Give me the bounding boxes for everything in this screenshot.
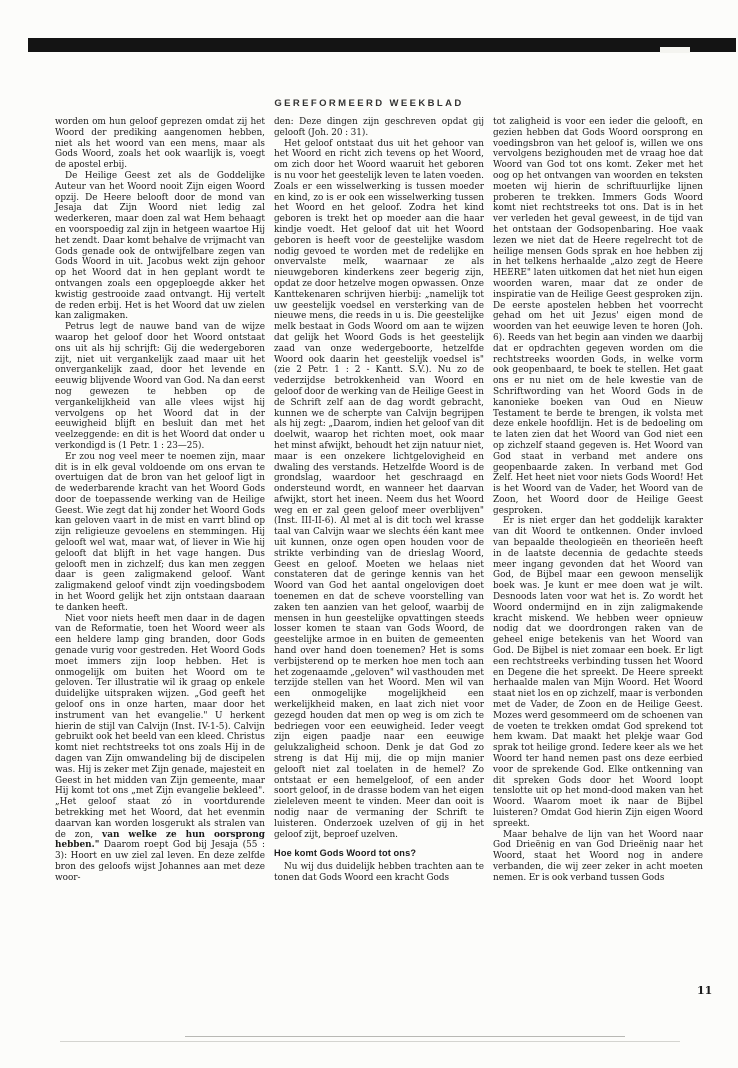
paragraph [55, 614, 265, 884]
column-1 [55, 117, 265, 884]
bottom-rule-faint [60, 1041, 680, 1042]
bottom-rule [185, 1036, 625, 1037]
paragraph: Het geloof ontstaat dus uit het gehoor van het Woord en richt zich tevens op het Woord, om zich door het Woord waaruit het geboren is nu voor het geestelijk leven te laten voeden. Zoals er een wisselwerking is tussen moeder en kind, zo is er ook een wisselwerking tussen het Woord en het geloof. Zodra het kind geboren is trekt het op moeder aan die haar kindje voedt. Het geloof dat uit het Woord geboren is heeft voor de geestelijke wasdom nodig gevoed te worden met de redelijke en onvervalste melk, waarnaar ze als nieuwgeboren kinderkens zeer begerig zijn, opdat ze door hetzelve mogen opwassen. Onze Kanttekenaren schrijven hierbij: „namelijk tot uw geestelijk voedsel en versterking van de nieuwe mens, die reeds in u is. Die geestelijke melk bestaat in Gods Woord om aan te wijzen dat gelijk het Woord Gods is het geestelijk zaad van onze wedergeboorte, hetzelfde Woord ook daarin het geestelijk voedsel is" (zie 2 Petr. 1 : 2 - Kantt. S.V.). Nu zo de vederzijdse betrokkenheid van Woord en geloof door de werking van de Heilige Geest in de Schrift zelf aan de dag wordt gebracht, kunnen we de scherpte van Calvijn begrijpen als hij zegt: „Daarom, indien het geloof van dit doelwit, waarop het richten moet, ook maar het minst afwijkt, behoudt het zijn natuur niet, maar is een onzekere lichtgelovigheid en dwaling des verstands. Hetzelfde Woord is de grondslag, waardoor het geschraagd en ondersteund wordt, en wanneer het daarvan afwijkt, stort het ineen. Neem dus het Woord weg en er zal geen geloof meer overblijven" (Inst. III-II-6). Al met al is dit toch wel krasse taal van Calvijn waar we slechts één kant mee uit kunnen, onze ogen open houden voor de strikte verbinding van de drieslag Woord, Geest en geloof. Moeten we helaas niet constateren dat de geringe kennis van het Woord van God het aantal ongelovigen doet toenemen en dat de scheve voorstelling van zaken ten aanzien van het geloof, waarbij de mensen in hun geestelijke opvattingen steeds losser komen te staan van Gods Woord, de geestelijke armoe in en buiten de gemeenten hand over hand doen toenemen? Het is soms verbijsterend op te merken hoe men toch aan het zogenaamde „geloven" wil vasthouden met terzijde stellen van het Woord. Men wil van een onmogelijke mogelijkheid een werkelijkheid maken, en laat zich niet voor gezegd houden dat men op weg is om zich te bedriegen voor een eeuwigheid. Ieder veegt zijn eigen paadje naar een eeuwige gelukzaligheid schoon. Denk je dat God zo streng is dat Hij mij, die op mijn manier gelooft niet zal toelaten in de hemel? Zo ontstaat er een hemelgeloof, of een ander soort geloof, in de drasse bodem van het eigen zieleleven meent te vinden. Meer dan ooit is nodig naar de vermaning der Schrift te luisteren. Onderzoek uzelven of gij in het geloof zijt, beproef uzelven. [274, 138, 484, 840]
page-number: 11 [697, 984, 713, 997]
paragraph-text: Daarom roept God bij Jesaja (55 : 3): Hoort en uw ziel zal leven. En deze zelfde bron des geloofs wijst Johannes aan met deze woor- [55, 840, 265, 883]
bold-quote: van welke ze hun oorsprong hebben." [55, 829, 265, 851]
paragraph: Nu wij dus duidelijk hebben trachten aan te tonen dat Gods Woord een kracht Gods [274, 862, 484, 883]
paragraph-text: Niet voor niets heeft men daar in de dagen van de Reformatie, toen het Woord weer als een heldere lamp ging branden, door Gods genade vurig voor gestreden. Het Woord Gods moet immers zijn loop hebben. Het is onmogelijk om buiten het Woord om te geloven. Ter illustratie wil ik graag op enkele duidelijke uitspraken wijzen. „God geeft het geloof ons in onze harten, maar door het instrument van het evangelie." U herkent hierin de stijl van Calvijn (Inst. IV-1-5). Calvijn gebruikt ook het beeld van een kleed. Christus komt niet rechtstreeks tot ons zoals Hij in de dagen van Zijn omwandeling bij de discipelen was. Hij is zeker met Zijn genade, majesteit en Geest in het midden van Zijn gemeente, maar Hij komt tot ons „met Zijn evangelie bekleed". „Het geloof staat zó in voortdurende betrekking met het Woord, dat het evenmin daarvan kan worden losgerukt als stralen van de zon, [55, 613, 265, 840]
running-header: GEREFORMEERD WEEKBLAD [274, 98, 464, 109]
top-black-bar [28, 38, 736, 52]
column-3 [493, 117, 703, 884]
paragraph: De Heilige Geest zet als de Goddelijke Auteur van het Woord nooit Zijn eigen Woord opzij. De Heere belooft door de mond van Jesaja dat Zijn Woord niet ledig zal wederkeren, maar doen zal wat Hem behaagt en voorspoedig zal zijn in hetgeen waartoe Hij het zendt. Daar komt behalve de vrijmacht van Gods genade ook de ontwijfelbare zegen van Gods Woord in uit. Jacobus wekt zijn gehoor op het Woord dat in hen geplant wordt te ontvangen zoals een opgeploegde akker het kwistig gestrooide zaad ontvangt. Hij vertelt de reden erbij. Het is het Woord dat uw zielen kan zaligmaken. [55, 170, 265, 322]
paragraph: Er zou nog veel meer te noemen zijn, maar dit is in elk geval voldoende om ons ervan te overtuigen dat de bron van het geloof ligt in de wederbarende kracht van het Woord Gods door de toepassende werking van de Heilige Geest. Wie zegt dat hij zonder het Woord Gods kan geloven vaart in de mist en varrt blind op zijn religieuze gevoelens en stemmingen. Hij gelooft wel wat, maar wat, of liever in Wie hij gelooft dat blijft in het vage hangen. Dus gelooft men in zichzelf; dus kan men zeggen daar is geen zaligmakend geloof. Want zaligmakend geloof vindt zijn voedingsbodem in het Woord gelijk het zijn ontstaan daaraan te danken heeft. [55, 451, 265, 613]
paragraph: den: Deze dingen zijn geschreven opdat gij gelooft (Joh. 20 : 31). [274, 117, 484, 138]
section-heading: Hoe komt Gods Woord tot ons? [274, 848, 417, 859]
paragraph: tot zaligheid is voor een ieder die gelooft, en gezien hebben dat Gods Woord oorsprong en voedingsbron van het geloof is, willen we ons vervolgens bezighouden met de vraag hoe dat Woord van God tot ons komt. Zeker met het oog op het ontvangen van woorden en teksten moeten wij hierin de schriftuurlijke lijnen proberen te trekken. Immers Gods Woord komt niet rechtstreeks tot ons. Dat is in het ver verleden het geval geweest, in de tijd van het ontstaan der Godsopenbaring. Hoe vaak lezen we niet dat de Heere regelrecht tot de heilige mensen Gods sprak en hoe hebben zij in het telkens herhaalde „alzo zegt de Heere HEERE" laten uitkomen dat het niet hun eigen woorden waren, maar dat ze onder de inspiratie van de Heilige Geest gesproken zijn. De eerste apostelen hebben het voorrecht gehad om het uit Jezus' eigen mond de woorden van het eeuwige leven te horen (Joh. 6). Reeds van het begin aan vinden we daarbij dat er opdrachten gegeven worden om die rechtstreeks woorden Gods, in welke vorm ook geopenbaard, te boek te stellen. Het gaat ons er nu niet om de hele kwestie van de Schriftwording van het Woord Gods in de kanonieke boeken van Oud en Nieuw Testament te berde te brengen, ik volsta met deze enkele hoofdlijn. Het is de bedoeling om te laten zien dat het Woord van God niet een op zichzelf staand gegeven is. Het Woord van God staat in verband met andere ons geopenbaarde zaken. In verband met God Zelf. Het heet niet voor niets Gods Woord! Het is het Woord van de Vader, het Woord van de Zoon, het Woord door de Heilige Geest gesproken. [493, 117, 703, 516]
paragraph: Er is niet erger dan het goddelijk karakter van dit Woord te ontkennen. Onder invloed van bepaalde theologieën en theorieën heeft in de laatste decennia de gedachte steeds meer ingang gevonden dat het Woord van God, de Bijbel maar een gewoon menselijk boek was. Je kunt er mee doen wat je wilt. Desnoods laten voor wat het is. Zo wordt het Woord ondermijnd en in zijn zaligmakende kracht miskend. We hebben weer opnieuw nodig dat we doordrongen raken van de geheel enige betekenis van het Woord van God. De Bijbel is niet zomaar een boek. Er ligt een rechtstreeks verbinding tussen het Woord en Degene die het spreekt. De Heere spreekt herhaalde malen van Mijn Woord. Het Woord staat niet los en op zichzelf, maar is verbonden met de Vader, de Zoon en de Heilige Geest. Mozes werd gesommeerd om de schoenen van de voeten te trekken omdat God sprekend tot hem kwam. Dat maakt het plekje waar God sprak tot heilige grond. Iedere keer als we het Woord ter hand nemen past ons deze eerbied voor de sprekende God. Elke ontkenning van dit spreken Gods door het Woord loopt tenslotte uit op het mond-dood maken van het Woord. Waarom moet ik naar de Bijbel luisteren? Omdat God hierin Zijn eigen Woord spreekt. [493, 516, 703, 829]
top-bar-notch [660, 47, 690, 53]
paragraph: worden om hun geloof geprezen omdat zij het Woord der prediking aangenomen hebben, niet als het woord van een mens, maar als Gods Woord, zoals het ook waarlijk is, voegt de apostel erbij. [55, 117, 265, 171]
paragraph: Maar behalve de lijn van het Woord naar God Drieënig en van God Drieënig naar het Woord, staat het Woord nog in andere verbanden, die wij zeer zeker in acht moeten nemen. Er is ook verband tussen Gods [493, 829, 703, 883]
paragraph: Petrus legt de nauwe band van de wijze waarop het geloof door het Woord ontstaat ons uit als hij schrijft: Gij die wedergeboren zijt, niet uit vergankelijk zaad maar uit het onvergankelijk zaad, door het levende en eeuwig blijvende Woord van God. Na dan eerst nog gewezen te hebben op de vergankelijkheid van alle vlees wijst hij vervolgens op het Woord dat in der eeuwigheid blijft en besluit dan met het veelzeggende: en dit is het Woord dat onder u verkondigd is (1 Petr. 1 : 23—25). [55, 322, 265, 451]
column-2 [274, 117, 484, 884]
